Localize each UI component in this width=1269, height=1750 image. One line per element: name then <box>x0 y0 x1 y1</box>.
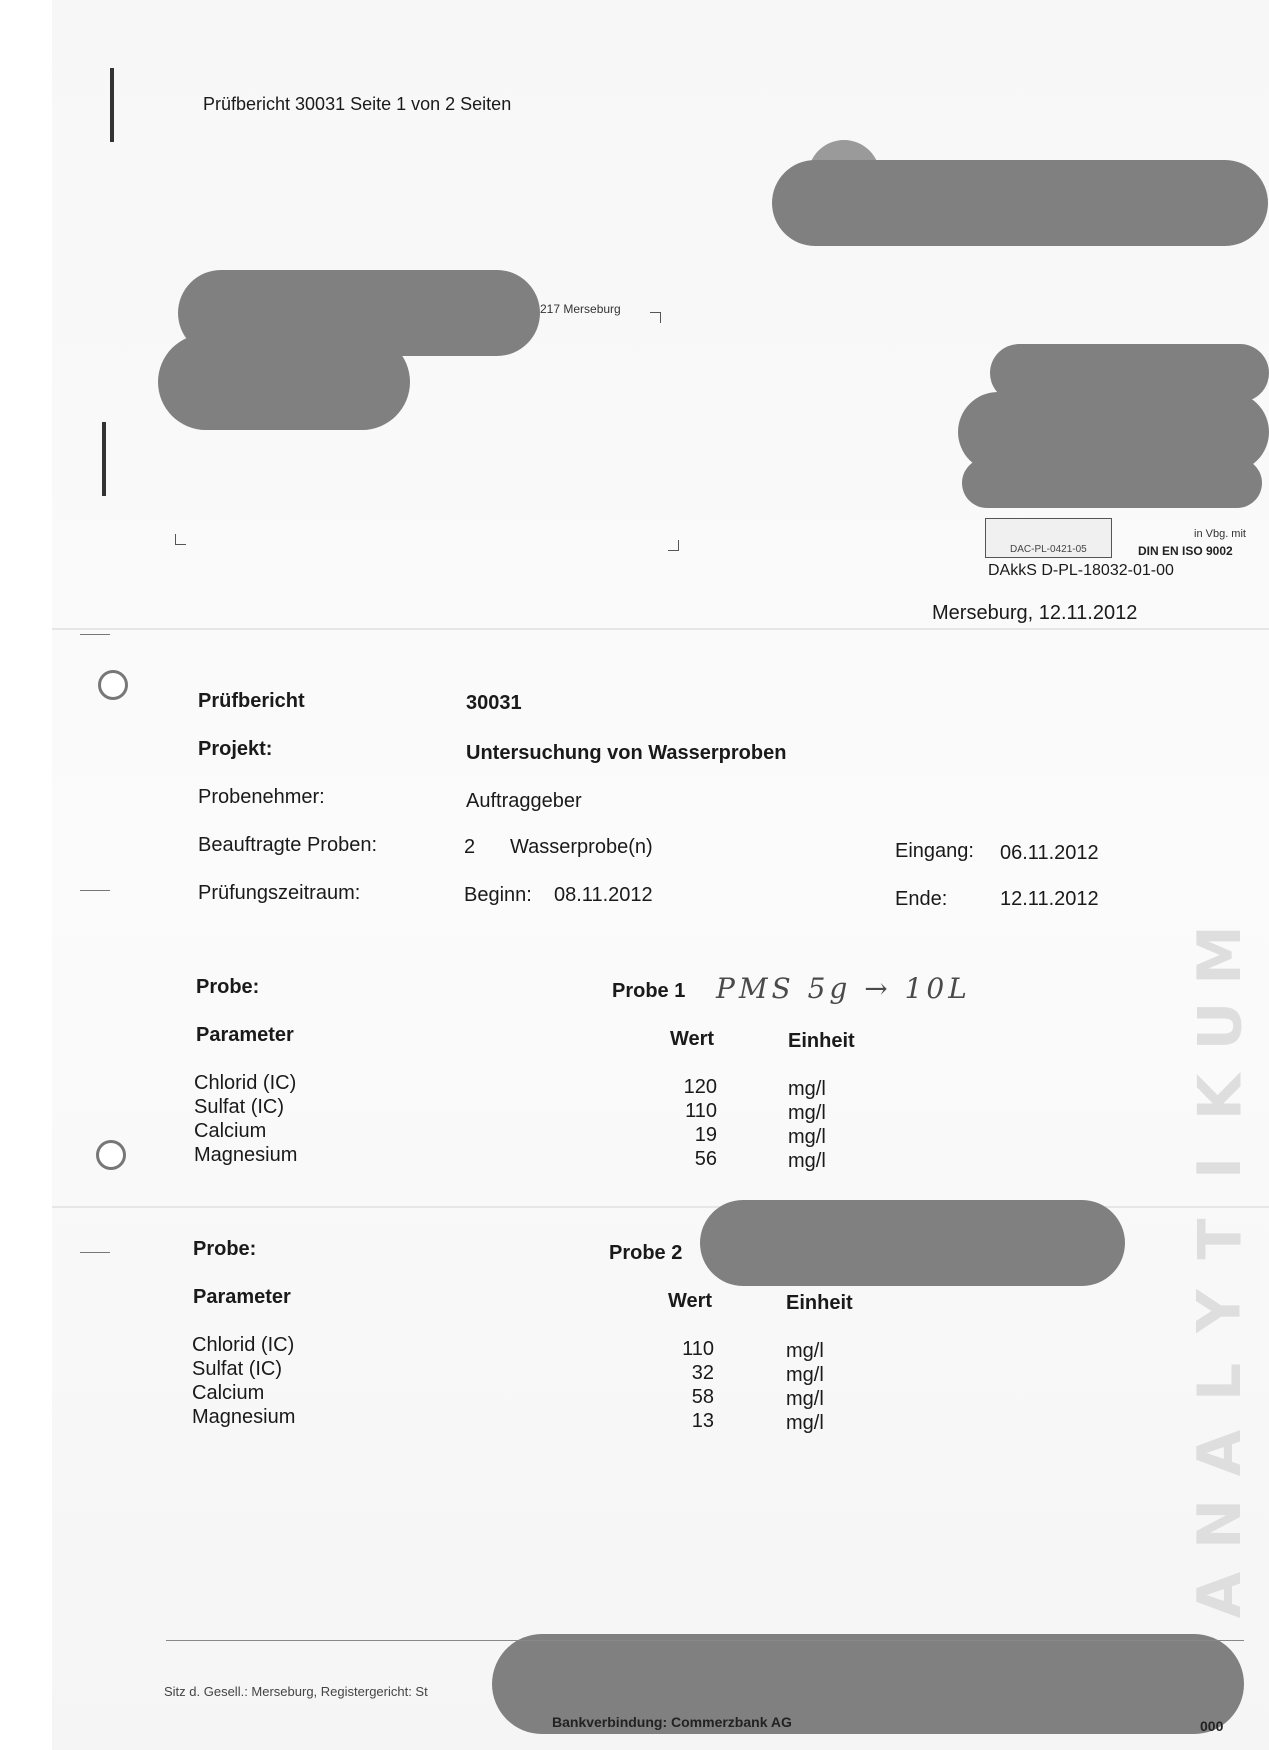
redaction-block <box>772 160 1268 246</box>
envelope-window-mark <box>175 534 186 545</box>
redaction-block <box>962 458 1262 508</box>
beginn-label: Beginn: <box>464 884 532 906</box>
parameter-name: Sulfat (IC) <box>192 1358 283 1380</box>
parameter-name: Calcium <box>194 1120 267 1142</box>
eingang-label: Eingang: <box>895 840 974 862</box>
parameter-name: Chlorid (IC) <box>192 1334 295 1356</box>
parameter-header: Parameter <box>196 1024 294 1046</box>
parameter-value: 120 <box>683 1076 717 1098</box>
parameter-value: 110 <box>685 1100 717 1122</box>
envelope-window-mark <box>650 312 661 323</box>
watermark-letter: Y <box>1184 1288 1255 1333</box>
wert-header: Wert <box>668 1290 713 1312</box>
watermark-letter: K <box>1185 1073 1255 1121</box>
probe-name: Probe 1 <box>612 980 686 1002</box>
beauftragte-proben-unit: Wasserprobe(n) <box>510 836 653 858</box>
parameter-unit: mg/l <box>788 1150 826 1172</box>
parameter-unit: mg/l <box>786 1412 824 1434</box>
watermark-letter: I <box>1184 1157 1255 1180</box>
parameter-value: 19 <box>694 1124 717 1146</box>
handwritten-note: PMS 5g → 10L <box>716 972 971 1005</box>
parameter-name: Calcium <box>192 1382 265 1404</box>
certification-iso: DIN EN ISO 9002 <box>1138 544 1233 558</box>
watermark-letter: L <box>1184 1362 1255 1401</box>
pruefungszeitraum-label: Prüfungszeitraum: <box>198 882 361 904</box>
ende-label: Ende: <box>895 888 948 910</box>
parameter-unit: mg/l <box>788 1126 826 1148</box>
watermark-letter: N <box>1185 1498 1255 1549</box>
parameter-unit: mg/l <box>788 1078 826 1100</box>
einheit-header: Einheit <box>788 1030 855 1052</box>
redaction-block <box>158 334 410 430</box>
parameter-header: Parameter <box>193 1286 291 1308</box>
parameter-name: Magnesium <box>194 1144 298 1166</box>
parameter-name: Magnesium <box>192 1406 296 1428</box>
fold-mark <box>80 634 110 635</box>
parameter-value: 58 <box>691 1386 714 1408</box>
parameter-unit: mg/l <box>786 1340 824 1362</box>
probe-label: Probe: <box>193 1238 257 1260</box>
parameter-name: Sulfat (IC) <box>194 1096 285 1118</box>
ende-value: 12.11.2012 <box>1000 888 1099 910</box>
beginn-value: 08.11.2012 <box>554 884 653 906</box>
parameter-value: 13 <box>691 1410 714 1432</box>
parameter-unit: mg/l <box>786 1388 824 1410</box>
document-page <box>52 0 1269 1750</box>
beauftragte-proben-label: Beauftragte Proben: <box>198 834 378 856</box>
parameter-name: Chlorid (IC) <box>194 1072 297 1094</box>
pruefbericht-label: Prüfbericht <box>198 690 305 712</box>
punch-hole <box>98 670 128 700</box>
eingang-value: 06.11.2012 <box>1000 842 1099 864</box>
punch-hole <box>96 1140 126 1170</box>
watermark-letter: T <box>1185 1218 1255 1260</box>
parameter-unit: mg/l <box>786 1364 824 1386</box>
report-page-line: Prüfbericht 30031 Seite 1 von 2 Seiten <box>203 94 512 114</box>
watermark-letter: A <box>1185 1571 1255 1619</box>
redaction-block <box>700 1200 1125 1286</box>
analytikum-watermark <box>1175 920 1265 1630</box>
einheit-header: Einheit <box>786 1292 853 1314</box>
address-fragment: 217 Merseburg <box>540 302 621 316</box>
parameter-unit: mg/l <box>788 1102 826 1124</box>
footer-divider <box>166 1640 1244 1641</box>
dac-number: DAC-PL-0421-05 <box>1010 544 1087 555</box>
probenehmer-value: Auftraggeber <box>466 790 582 812</box>
watermark-letter: M <box>1185 925 1255 985</box>
binder-mark <box>102 422 106 496</box>
projekt-value: Untersuchung von Wasserproben <box>466 742 787 764</box>
watermark-letter: U <box>1184 1001 1255 1051</box>
certification-vbg: in Vbg. mit <box>1194 528 1246 540</box>
parameter-value: 110 <box>682 1338 714 1360</box>
beauftragte-proben-count: 2 <box>464 836 476 858</box>
probenehmer-label: Probenehmer: <box>198 786 325 808</box>
fold-mark <box>80 1252 110 1253</box>
watermark-letter: A <box>1185 1429 1255 1476</box>
fold-line <box>52 628 1269 630</box>
parameter-value: 32 <box>691 1362 714 1384</box>
pruefbericht-value: 30031 <box>466 692 522 714</box>
envelope-window-mark <box>668 540 679 551</box>
probe-name: Probe 2 <box>609 1242 683 1264</box>
dakks-accreditation: DAkkS D-PL-18032-01-00 <box>988 562 1174 579</box>
probe-label: Probe: <box>196 976 260 998</box>
projekt-label: Projekt: <box>198 738 273 760</box>
place-date: Merseburg, 12.11.2012 <box>932 602 1138 624</box>
footer-registry: Sitz d. Gesell.: Merseburg, Registergericht: St <box>164 1684 428 1699</box>
fold-mark <box>80 890 110 891</box>
footer-tail: 000 <box>1200 1718 1224 1734</box>
footer-bank: Bankverbindung: Commerzbank AG <box>552 1714 792 1730</box>
wert-header: Wert <box>670 1028 715 1050</box>
parameter-value: 56 <box>694 1148 717 1170</box>
binder-mark <box>110 68 114 142</box>
